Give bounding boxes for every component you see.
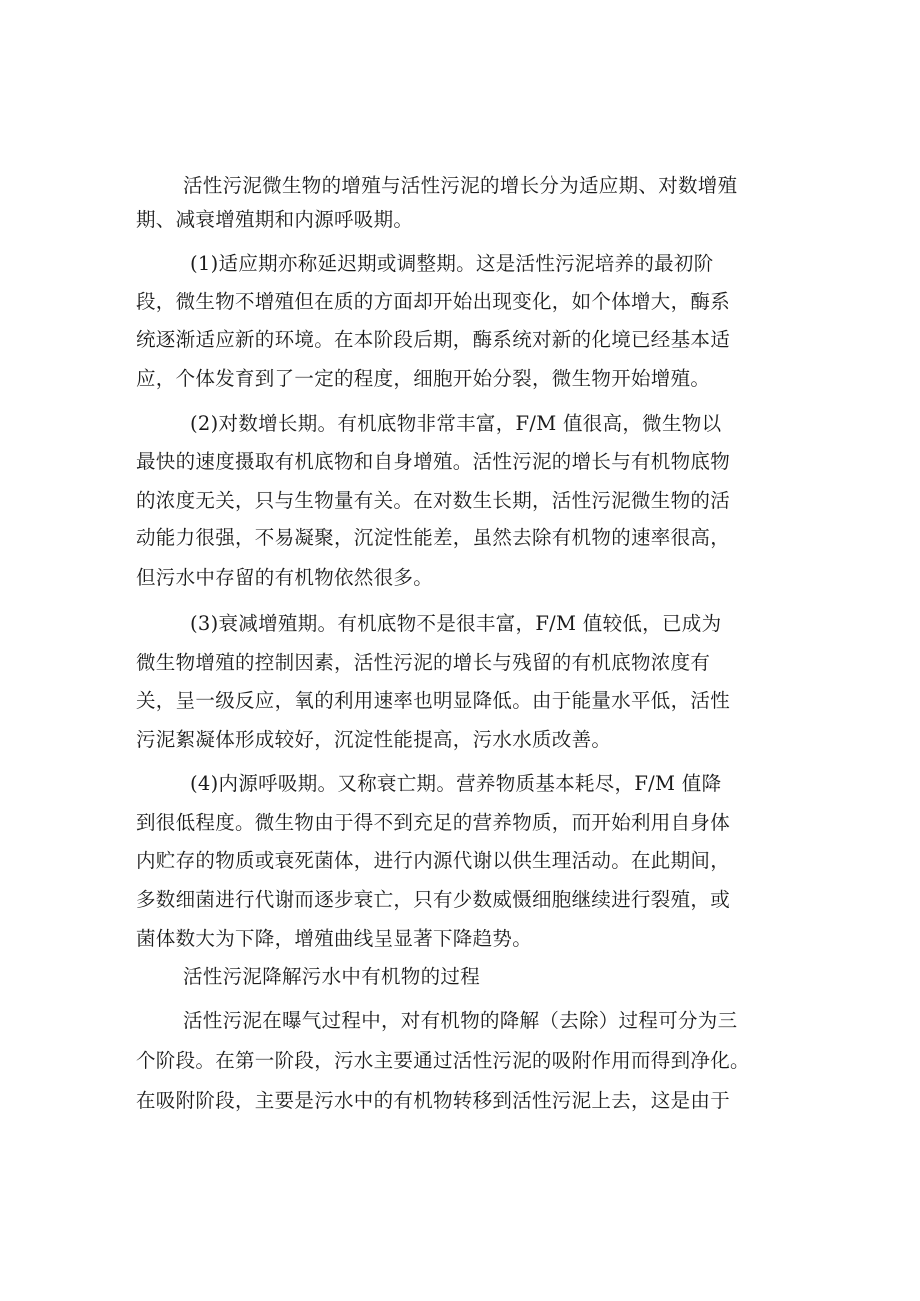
text-line: 微生物增殖的控制因素，活性污泥的增长与残留的有机底物浓度有 [136,651,711,674]
text-line: (3)衰减增殖期。有机底物不是很丰富，F/M 值较低，已成为 [190,612,722,635]
text-line: 但污水中存留的有机物依然很多。 [136,566,434,589]
text-line: 关，呈一级反应，氧的利用速率也明显降低。由于能量水平低，活性 [136,689,731,712]
text-line: 在吸附阶段，主要是污水中的有机物转移到活性污泥上去，这是由于 [136,1089,731,1112]
text-line: 污泥絮凝体形成较好，沉淀性能提高，污水水质改善。 [136,728,612,751]
text-line: 统逐渐适应新的环境。在本阶段后期，酶系统对新的化境已经基本适 [136,328,731,351]
text-line: 动能力很强，不易凝聚，沉淀性能差，虽然去除有机物的速率很高， [136,526,731,549]
text-line: 活性污泥微生物的增殖与活性污泥的增长分为适应期、对数增殖 [183,174,738,197]
text-line: (4)内源呼吸期。又称衰亡期。营养物质基本耗尽，F/M 值降 [190,772,722,795]
text-line: 活性污泥在曝气过程中，对有机物的降解（去除）过程可分为三 [183,1009,738,1032]
text-line: 期、减衰增殖期和内源呼吸期。 [136,208,414,231]
text-line: (2)对数增长期。有机底物非常丰富，F/M 值很高，微生物以 [190,412,722,435]
text-line: 的浓度无关，只与生物量有关。在对数生长期，活性污泥微生物的活 [136,489,731,512]
text-line: 个阶段。在第一阶段，污水主要通过活性污泥的吸附作用而得到净化。 [136,1049,750,1072]
section-heading: 活性污泥降解污水中有机物的过程 [183,965,481,988]
text-line: 应，个体发育到了一定的程度，细胞开始分裂，微生物开始增殖。 [136,367,711,390]
text-line: 多数细菌进行代谢而逐步衰亡，只有少数威慑细胞继续进行裂殖，或 [136,888,731,911]
text-line: 最快的速度摄取有机底物和自身增殖。活性污泥的增长与有机物底物 [136,450,731,473]
text-line: 段，微生物不增殖但在质的方面却开始出现变化，如个体增大，酶系 [136,290,731,313]
text-line: 内贮存的物质或衰死菌体，进行内源代谢以供生理活动。在此期间， [136,849,731,872]
text-line: 到很低程度。微生物由于得不到充足的营养物质，而开始利用自身体 [136,811,731,834]
text-line: (1)适应期亦称延迟期或调整期。这是活性污泥培养的最初阶 [190,252,714,275]
text-line: 菌体数大为下降，增殖曲线呈显著下降趋势。 [136,927,533,950]
